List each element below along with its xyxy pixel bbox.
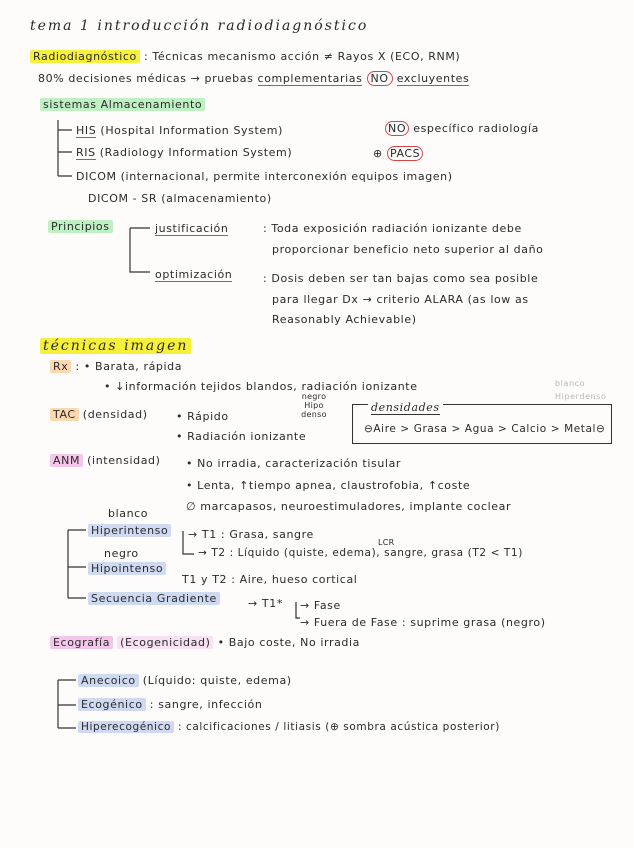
his-line bbox=[76, 124, 283, 137]
ecografia-paren: (Ecogenicidad) bbox=[117, 636, 213, 649]
ris-note-plus: ⊕ bbox=[373, 147, 383, 160]
tac-note-negro-hipodenso: negro Hipo denso bbox=[301, 392, 327, 419]
densidades-title-text: densidades bbox=[371, 401, 440, 414]
anecoico-label: Anecoico bbox=[78, 674, 139, 687]
tac-l1: • Rápido bbox=[176, 410, 229, 423]
excluyentes-text: excluyentes bbox=[396, 72, 470, 85]
pacs-circled: PACS bbox=[387, 146, 423, 161]
lcr-note: LCR bbox=[378, 538, 395, 547]
page-title: tema 1 introducción radiodiagnóstico bbox=[30, 18, 369, 34]
secuencia-t1-star: → T1* bbox=[248, 597, 283, 610]
dicom-line: DICOM (internacional, permite interconexión equipos imagen) bbox=[76, 170, 453, 183]
radiodiagnostico-definition: : Técnicas mecanismo acción ≠ Rayos X (ECO, RNM) bbox=[143, 50, 461, 63]
decisiones-line bbox=[38, 72, 469, 85]
densidades-title bbox=[368, 401, 443, 414]
secuencia-text: Secuencia Gradiente bbox=[88, 592, 220, 605]
tecnicas-header-text: técnicas imagen bbox=[40, 338, 191, 354]
anecoico-desc: (Líquido: quiste, edema) bbox=[142, 674, 292, 687]
justificacion-l1: : Toda exposición radiación ionizante debe bbox=[263, 222, 522, 235]
hiperintenso-label bbox=[88, 524, 171, 537]
optimizacion-text: optimización bbox=[155, 268, 233, 281]
secuencia-label bbox=[88, 592, 220, 605]
justificacion-l2: proporcionar beneficio neto superior al daño bbox=[272, 243, 544, 256]
densidades-sequence: ⊖Aire > Grasa > Agua > Calcio > Metal⊖ bbox=[364, 423, 606, 435]
his-note-no: NO bbox=[385, 121, 409, 136]
fuera-fase-label: → Fuera de Fase : suprime grasa (negro) bbox=[300, 616, 546, 629]
anm-l1: • No irradia, caracterización tisular bbox=[186, 457, 402, 470]
anm-l3: ∅ marcapasos, neuroestimuladores, implante coclear bbox=[186, 500, 512, 513]
rx-l2: • ↓información tejidos blandos, radiación ionizante bbox=[104, 380, 418, 393]
hipointenso-text: Hipointenso bbox=[88, 562, 166, 575]
radiodiagnostico-line bbox=[30, 50, 460, 63]
ecogenico-label: Ecogénico bbox=[78, 698, 146, 711]
hiper-t2: → T2 : Líquido (quiste, edema), sangre, grasa (T2 < T1) bbox=[198, 547, 523, 559]
tac-label: TAC bbox=[50, 408, 79, 421]
sistemas-header bbox=[40, 98, 205, 111]
optimizacion-l1: : Dosis deben ser tan bajas como sea posible bbox=[263, 272, 539, 285]
radiodiagnostico-term: Radiodiagnóstico bbox=[30, 50, 140, 63]
hiper-t1: → T1 : Grasa, sangre bbox=[188, 528, 314, 541]
his-note bbox=[385, 122, 539, 135]
ecogenico-desc: : sangre, infección bbox=[149, 698, 263, 711]
hipo-desc: T1 y T2 : Aire, hueso cortical bbox=[182, 573, 358, 586]
anm-paren: (intensidad) bbox=[87, 454, 161, 467]
ecografia-desc: • Bajo coste, No irradia bbox=[217, 636, 360, 649]
anm-line bbox=[50, 454, 161, 467]
hiperintenso-text: Hiperintenso bbox=[88, 524, 171, 537]
ris-line bbox=[76, 146, 292, 159]
hipointenso-label bbox=[88, 562, 166, 575]
ris-desc: (Radiology Information System) bbox=[99, 146, 293, 159]
sistemas-header-text: sistemas Almacenamiento bbox=[40, 98, 205, 111]
no-circled: NO bbox=[367, 71, 393, 86]
justificacion-label bbox=[155, 222, 228, 235]
hiperecogenico-line bbox=[78, 721, 500, 733]
anm-label: ANM bbox=[50, 454, 83, 467]
complementarias-text: complementarias bbox=[257, 72, 363, 85]
principios-header bbox=[48, 220, 113, 233]
justificacion-text: justificación bbox=[155, 222, 229, 235]
tac-line bbox=[50, 408, 148, 421]
ecogenico-line bbox=[78, 698, 262, 711]
ris-note bbox=[373, 147, 423, 160]
blanco-hiperdenso-note: blanco Hiperdenso bbox=[555, 379, 607, 401]
tac-paren: (densidad) bbox=[82, 408, 148, 421]
principios-header-text: Principios bbox=[48, 220, 113, 233]
ecografia-label: Ecografía bbox=[50, 636, 113, 649]
his-desc: (Hospital Information System) bbox=[100, 124, 283, 137]
tecnicas-header bbox=[40, 338, 191, 354]
optimizacion-label bbox=[155, 268, 232, 281]
rx-label: Rx bbox=[50, 360, 71, 373]
rx-l1: : • Barata, rápida bbox=[75, 360, 183, 373]
optimizacion-l3: Reasonably Achievable) bbox=[272, 313, 417, 326]
his-note-text: específico radiología bbox=[413, 122, 539, 135]
tac-l2: • Radiación ionizante bbox=[176, 430, 307, 443]
decisiones-text: 80% decisiones médicas → pruebas bbox=[38, 72, 254, 85]
anecoico-line bbox=[78, 674, 292, 687]
negro-label: negro bbox=[104, 547, 139, 560]
ris-label: RIS bbox=[76, 146, 96, 159]
rx-line bbox=[50, 360, 182, 373]
ecografia-line bbox=[50, 636, 360, 649]
fase-label: → Fase bbox=[300, 599, 341, 612]
optimizacion-l2: para llegar Dx → criterio ALARA (as low as bbox=[272, 293, 529, 306]
dicom-sr-line: DICOM - SR (almacenamiento) bbox=[88, 192, 272, 205]
hiperecogenico-label: Hiperecogénico bbox=[78, 721, 174, 733]
blanco-label: blanco bbox=[108, 507, 149, 520]
anm-l2: • Lenta, ↑tiempo apnea, claustrofobia, ↑coste bbox=[186, 479, 471, 492]
his-label: HIS bbox=[76, 124, 97, 137]
hiperecogenico-desc: : calcificaciones / litiasis (⊕ sombra acústica posterior) bbox=[177, 721, 500, 733]
